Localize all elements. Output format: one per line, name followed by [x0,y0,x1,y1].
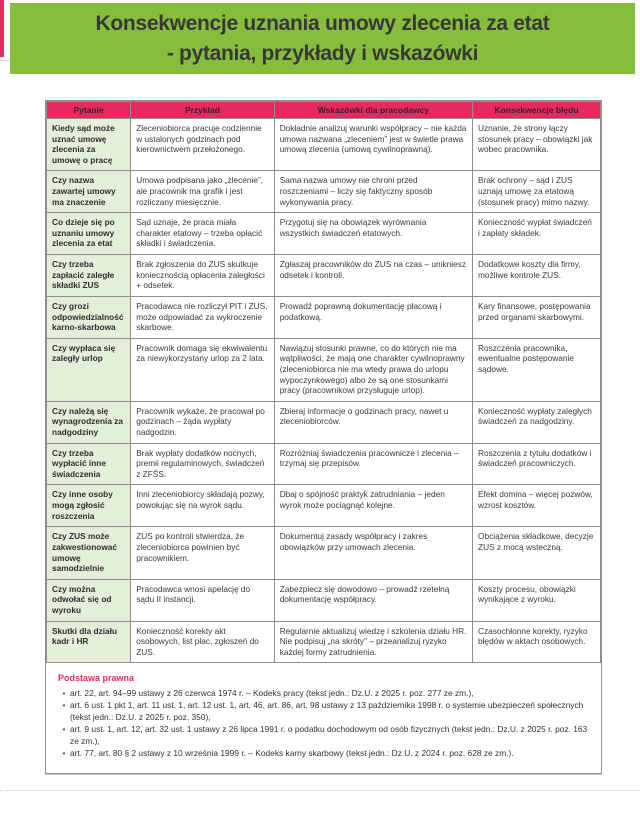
example-cell: Pracownik wykaże, że pracował po godzinach – żąda wypłaty nadgodzin. [131,401,274,443]
example-cell: Zleceniobiorca pracuje codziennie w ustalonych godzinach pod kierownictwem przełożonego. [131,119,274,171]
legal-item [58,688,589,700]
example-cell: Inni zleceniobiorcy składają pozwy, powołując się na wyrok sądu. [131,485,274,527]
table-header-row [47,102,601,119]
legal-basis-list [58,688,589,760]
tip-cell: Prowadź poprawną dokumentację płacową i podatkową. [274,296,472,338]
consequences-table [46,101,601,663]
left-accent-strip [0,0,4,57]
example-cell: Brak zgłoszenia do ZUS skutkuje koniecznością opłacenia zaległości + odsetek. [131,255,274,297]
question-cell: Co dzieje się po uznaniu umowy zlecenia za etat [47,213,131,255]
column-header: Wskazówki dla pracodawcy [274,102,472,119]
table-row [47,401,601,443]
page-title-line1: Konsekwencje uznania umowy zlecenia za etat [95,11,550,35]
consequence-cell: Roszczenia pracownika, ewentualne postępowanie sądowe. [473,338,601,401]
table-row [47,213,601,255]
example-cell: Pracodawca nie rozliczył PIT i ZUS, może odpowiadać za wykroczenie skarbowe. [131,296,274,338]
bullet-icon: • [62,724,66,735]
bullet-icon: • [62,747,66,758]
table-row [47,255,601,297]
consequence-cell: Czasochłonne korekty, ryzyko błędów w aktach osobowych. [473,621,601,663]
example-cell: Pracodawca wnosi apelację do sądu II instancji. [131,579,274,621]
legal-item [58,700,589,724]
table-row [47,171,601,213]
example-cell: Umowa podpisana jako „zlecenie”, ale pracownik ma grafik i jest rozliczany miesięcznie. [131,171,274,213]
column-header: Konsekwencje błędu [473,102,601,119]
example-cell: Brak wypłaty dodatków nocnych, premii regulaminowych, świadczeń z ZFŚS. [131,443,274,485]
example-cell: Pracownik domaga się ekwiwalentu za niewykorzystany urlop za 2 lata. [131,338,274,401]
question-cell: Czy należą się wynagrodzenia za nadgodziny [47,401,131,443]
tip-cell: Przygotuj się na obowiązek wyrównania wszystkich świadczeń etatowych. [274,213,472,255]
question-cell: Czy ZUS może zakwestionować umowę samodzielnie [47,527,131,579]
consequence-cell: Uznanie, że strony łączy stosunek pracy – obowiązki jak wobec pracownika. [473,119,601,171]
column-header: Pytanie [47,102,131,119]
bottom-separator-line [0,790,640,791]
question-cell: Czy trzeba wypłacić inne świadczenia [47,443,131,485]
table-row [47,527,601,579]
question-cell: Czy nazwa zawartej umowy ma znaczenie [47,171,131,213]
tip-cell: Nawiązuj stosunki prawne, co do których nie ma wątpliwości, że mają one charakter cywilnoprawny (zleceniobiorca nie ma wtedy prawa do urlopu wypoczynkowego) albo że są one stosunkami pracy (pracownikowi przysługuje urlop). [274,338,472,401]
legal-item-text: art. 22, art. 94–99 ustawy z 26 czerwca 1974 r. – Kodeks pracy (tekst jedn.: Dz.U. z 2025 r. poz. 277 ze zm.), [70,688,474,699]
question-cell: Czy grozi odpowiedzialność karno-skarbowa [47,296,131,338]
title-banner [10,3,635,74]
table-row [47,119,601,171]
page-edge-line [0,60,10,61]
table-row [47,579,601,621]
example-cell: Konieczność korekty akt osobowych, list płac, zgłoszeń do ZUS. [131,621,274,663]
tip-cell: Sama nazwa umowy nie chroni przed roszczeniami – liczy się faktyczny sposób wykonywania pracy. [274,171,472,213]
example-cell: Sąd uznaje, że praca miała charakter etatowy – trzeba opłacić składki i świadczenia. [131,213,274,255]
table-row [47,621,601,663]
consequence-cell: Dodatkowe koszty dla firmy, możliwe kontrole ZUS. [473,255,601,297]
tip-cell: Zbieraj informacje o godzinach pracy, nawet u zleceniobiorców. [274,401,472,443]
question-cell: Skutki dla działu kadr i HR [47,621,131,663]
consequence-cell: Obciążenia składkowe, decyzje ZUS z mocą wsteczną. [473,527,601,579]
consequence-cell: Roszczenia z tytułu dodatków i świadczeń pracowniczych. [473,443,601,485]
question-cell: Czy trzeba zapłacić zaległe składki ZUS [47,255,131,297]
tip-cell: Dokumentuj zasady współpracy i zakres obowiązków przy umowach zlecenia. [274,527,472,579]
legal-basis-section [46,663,601,773]
bullet-icon: • [62,700,66,711]
example-cell: ZUS po kontroli stwierdza, że zleceniobiorca powinien być pracownikiem. [131,527,274,579]
legal-item-text: art. 77, art. 80 § 2 ustawy z 10 września 1999 r. – Kodeks karny skarbowy (tekst jedn.: Dz.U. z 2024 r. poz. 628 ze zm.). [70,747,514,758]
table-row [47,443,601,485]
bullet-icon: • [62,688,66,699]
legal-item-text: art. 9 ust. 1, art. 12, art. 32 ust. 1 ustawy z 26 lipca 1991 r. o podatku dochodowym od osób fizycznych (tekst jedn.: Dz.U. z 2025 r. poz. 163 ze zm.), [70,724,588,747]
tip-cell: Dokładnie analizuj warunki współpracy – nie każda umowa nazwana „zleceniem” jest w świetle prawa umową zlecenia (umową cywilnoprawną). [274,119,472,171]
tip-cell: Zgłaszaj pracowników do ZUS na czas – unikniesz odsetek i kontroli. [274,255,472,297]
legal-item [58,724,589,748]
table-row [47,338,601,401]
content-box [45,100,602,774]
consequence-cell: Kary finansowe, postępowania przed organami skarbowymi. [473,296,601,338]
tip-cell: Rozróżniaj świadczenia pracownicze i zlecenia – trzymaj się przepisów. [274,443,472,485]
tip-cell: Regularnie aktualizuj wiedzę i szkolenia działu HR. Nie podpisuj „na skróty” – przeanalizuj ryzyko każdej formy zatrudnienia. [274,621,472,663]
legal-item [58,748,589,760]
page-title-line2: - pytania, przykłady i wskazówki [166,41,479,65]
column-header: Przykład [131,102,274,119]
tip-cell: Zabezpiecz się dowodowo – prowadź rzetelną dokumentację współpracy. [274,579,472,621]
question-cell: Czy inne osoby mogą zgłosić roszczenia [47,485,131,527]
question-cell: Czy można odwołać się od wyroku [47,579,131,621]
consequence-cell: Konieczność wypłat świadczeń i zapłaty składek. [473,213,601,255]
legal-item-text: art. 6 ust. 1 pkt 1, art. 11 ust. 1, art. 12 ust. 1, art. 46, art. 86, art. 98 ustawy z 13 października 1998 r. o systemie ubezpieczeń społecznych (tekst jedn.: Dz.U. z 2025 r. poz. 350), [70,700,584,723]
consequence-cell: Brak ochrony – sąd i ZUS uznają umowę za etatową (stosunek pracy) mimo nazwy. [473,171,601,213]
question-cell: Kiedy sąd może uznać umowę zlecenia za umowę o pracę [47,119,131,171]
table-row [47,485,601,527]
table-row [47,296,601,338]
question-cell: Czy wypłaca się zaległy urlop [47,338,131,401]
tip-cell: Dbaj o spójność praktyk zatrudniania – jeden wyrok może pociągnąć kolejne. [274,485,472,527]
consequence-cell: Koszty procesu, obowiązki wynikające z wyroku. [473,579,601,621]
legal-basis-heading: Podstawa prawna [58,673,135,684]
consequence-cell: Efekt domina – więcej pozwów, wzrost kosztów. [473,485,601,527]
consequence-cell: Konieczność wypłaty zaległych świadczeń za nadgodziny. [473,401,601,443]
